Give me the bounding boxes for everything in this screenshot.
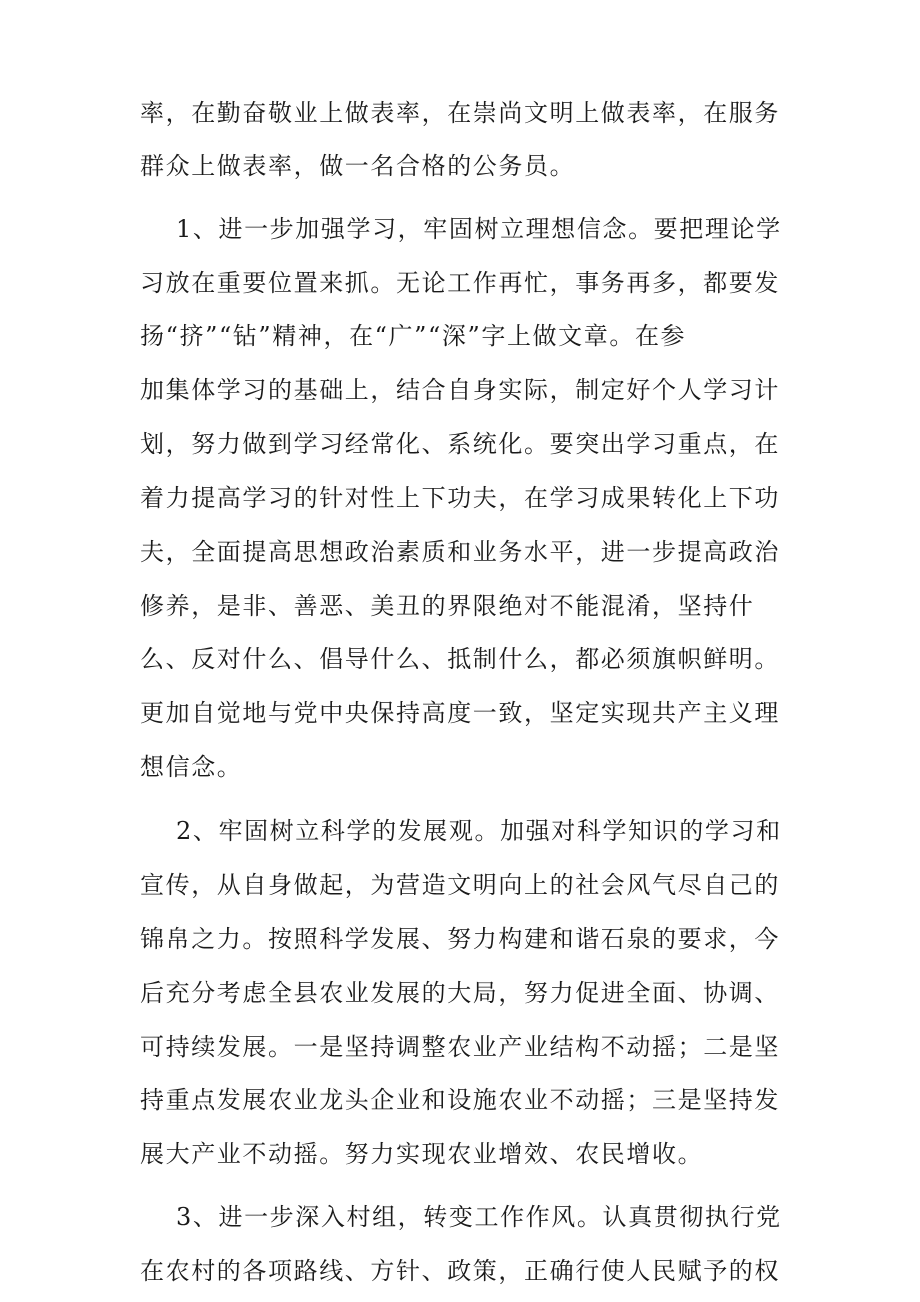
paragraph-first-line: 3、进一步深入村组，转变工作作风。认真贯彻执行党 bbox=[176, 1203, 782, 1231]
text-line: 更加自觉地与党中央保持高度一致，坚定实现共产主义理 bbox=[140, 699, 780, 727]
text-line: 么、反对什么、倡导什么、抵制什么，都必须旗帜鲜明。 bbox=[140, 645, 780, 673]
text-line: 加集体学习的基础上，结合自身实际，制定好个人学习计 bbox=[140, 376, 780, 404]
text-line: 群众上做表率，做一名合格的公务员。 bbox=[140, 152, 576, 180]
text-line: 后充分考虑全县农业发展的大局，努力促进全面、协调、 bbox=[140, 979, 780, 1007]
paragraph-first-line: 2、牢固树立科学的发展观。加强对科学知识的学习和 bbox=[176, 817, 782, 845]
text-line: 率，在勤奋敬业上做表率，在崇尚文明上做表率，在服务 bbox=[140, 99, 780, 127]
text-line: 着力提高学习的针对性上下功夫，在学习成果转化上下功 bbox=[140, 484, 780, 512]
text-line: 夫，全面提高思想政治素质和业务水平，进一步提高政治 bbox=[140, 538, 780, 566]
paragraph-first-line: 1、进一步加强学习，牢固树立理想信念。要把理论学 bbox=[176, 215, 782, 243]
text-line: 展大产业不动摇。努力实现农业增效、农民增收。 bbox=[140, 1140, 704, 1168]
text-line: 修养，是非、善恶、美丑的界限绝对不能混淆，坚持什 bbox=[140, 592, 755, 620]
text-line: 锦帛之力。按照科学发展、努力构建和谐石泉的要求，今 bbox=[140, 925, 780, 953]
text-line: 在农村的各项路线、方针、政策，正确行使人民赋予的权 bbox=[140, 1257, 780, 1285]
text-line: 持重点发展农业龙头企业和设施农业不动摇；三是坚持发 bbox=[140, 1086, 780, 1114]
text-line: 习放在重要位置来抓。无论工作再忙，事务再多，都要发 bbox=[140, 269, 780, 297]
text-line: 可持续发展。一是坚持调整农业产业结构不动摇；二是坚 bbox=[140, 1033, 780, 1061]
text-line: 扬“挤”“钻”精神，在“广”“深”字上做文章。在参 bbox=[140, 322, 687, 350]
text-line: 想信念。 bbox=[140, 753, 243, 781]
text-line: 划，努力做到学习经常化、系统化。要突出学习重点，在 bbox=[140, 430, 780, 458]
text-line: 宣传，从自身做起，为营造文明向上的社会风气尽自己的 bbox=[140, 871, 780, 899]
